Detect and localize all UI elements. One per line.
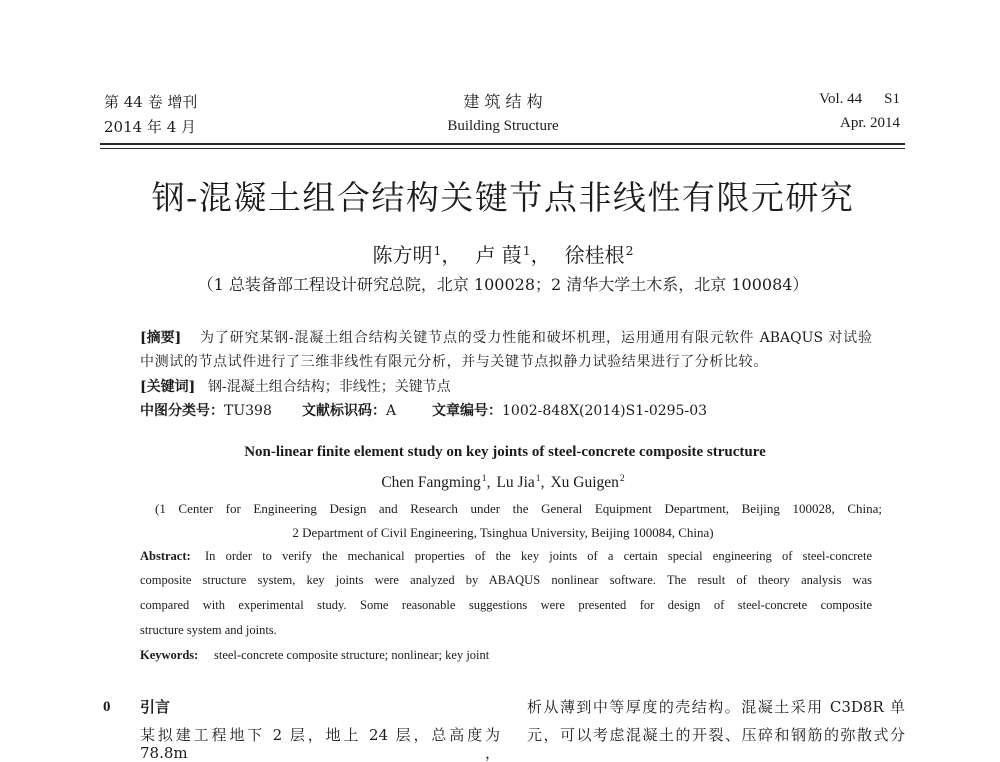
body-right-line: 元，可以考虑混凝土的开裂、压碎和钢筋的弥散式分 bbox=[527, 726, 905, 744]
author-en-name: Lu Jia bbox=[496, 474, 535, 491]
body-left-line: 某拟建工程地下 2 层，地上 24 层，总高度为 78.8m， bbox=[140, 726, 500, 762]
abstract-en-line: In order to verify the mechanical properties of the key joints of a certain special engineering of steel-concrete bbox=[205, 549, 872, 563]
author-cn-affil-mark: 2 bbox=[625, 242, 634, 258]
header-rule-thick bbox=[100, 143, 905, 145]
article-no-value: 1002-848X(2014)S1-0295-03 bbox=[502, 403, 708, 419]
abstract-en-line: structure system and joints. bbox=[140, 623, 277, 637]
author-en-affil-mark: 1 bbox=[535, 473, 541, 485]
authors-en bbox=[100, 473, 906, 494]
header-journal-cn: 建 筑 结 构 bbox=[463, 92, 543, 111]
abstract-en-line: composite structure system, key joints were analyzed by ABAQUS nonlinear software. The result of theory analysis was bbox=[140, 573, 872, 587]
clc-value: TU398 bbox=[224, 403, 272, 419]
doc-code-label: 文献标识码： bbox=[302, 403, 386, 419]
abstract-cn-line: 中测试的节点试件进行了三维非线性有限元分析，并与关键节点拟静力试验结果进行了分析比较。 bbox=[140, 354, 768, 370]
authors-cn bbox=[100, 243, 906, 270]
affiliations-cn: （1 总装备部工程设计研究总院，北京 100028；2 清华大学土木系，北京 100084） bbox=[197, 275, 809, 294]
header-date-en: Apr. 2014 bbox=[840, 115, 900, 131]
header-volume-en: Vol. 44 bbox=[819, 91, 863, 107]
author-en-affil-mark: 1 bbox=[481, 473, 487, 485]
title-en: Non-linear finite element study on key joints of steel-concrete composite structure bbox=[244, 444, 766, 460]
author-separator: , bbox=[540, 474, 545, 491]
abstract-cn-label: [摘要] bbox=[140, 330, 182, 346]
author-separator: ， bbox=[441, 243, 462, 267]
classification-code bbox=[140, 402, 272, 420]
keywords-en-text: steel-concrete composite structure; nonlinear; key joint bbox=[214, 648, 490, 662]
article-number bbox=[432, 402, 707, 420]
keywords-cn-label: [关键词] bbox=[140, 379, 196, 395]
header-date-cn: 2014 年 4 月 bbox=[104, 118, 197, 136]
author-en-affil-mark: 2 bbox=[619, 473, 625, 485]
abstract-cn-line: 为了研究某钢-混凝土组合结构关键节点的受力性能和破坏机理，运用通用有限元软件 ABAQUS 对试验 bbox=[200, 330, 872, 346]
header-journal-en: Building Structure bbox=[447, 118, 559, 134]
author-cn-name: 陈方明 bbox=[372, 243, 433, 267]
keywords-cn-text: 钢-混凝土组合结构；非线性；关键节点 bbox=[208, 379, 451, 395]
author-en-name: Chen Fangming bbox=[381, 474, 481, 491]
header-volume-en-block bbox=[740, 90, 900, 108]
author-separator: ， bbox=[530, 243, 551, 267]
author-cn-affil-mark: 1 bbox=[522, 242, 531, 258]
author-separator: , bbox=[486, 474, 491, 491]
affiliation-en-line: 2 Department of Civil Engineering, Tsinghua University, Beijing 100084, China) bbox=[292, 525, 714, 540]
abstract-en-label: Abstract: bbox=[140, 549, 191, 563]
header-volume-issue: 第 44 卷 增刊 bbox=[104, 93, 198, 111]
article-no-label: 文章编号： bbox=[432, 403, 502, 419]
author-cn-name: 徐桂根 bbox=[564, 243, 625, 267]
author-cn-name: 卢 葭 bbox=[475, 243, 522, 267]
abstract-en-line: compared with experimental study. Some reasonable suggestions were presented for design of steel-concrete composite bbox=[140, 598, 872, 612]
header-rule-thin bbox=[100, 148, 905, 149]
clc-label: 中图分类号： bbox=[140, 403, 224, 419]
section-number: 0 bbox=[103, 699, 111, 715]
header-issue-en: S1 bbox=[884, 91, 900, 107]
doc-code-value: A bbox=[386, 403, 397, 419]
document-code bbox=[302, 402, 396, 420]
section-heading: 引言 bbox=[140, 698, 171, 716]
title-cn: 钢-混凝土组合结构关键节点非线性有限元研究 bbox=[151, 178, 855, 217]
author-cn-affil-mark: 1 bbox=[433, 242, 442, 258]
affiliation-en-line: (1 Center for Engineering Design and Research under the General Equipment Department, Beijing 100028, China; bbox=[155, 501, 882, 516]
keywords-en-label: Keywords: bbox=[140, 648, 199, 662]
body-right-line: 析从薄到中等厚度的壳结构。混凝土采用 C3D8R 单 bbox=[527, 698, 905, 716]
author-en-name: Xu Guigen bbox=[550, 474, 619, 491]
